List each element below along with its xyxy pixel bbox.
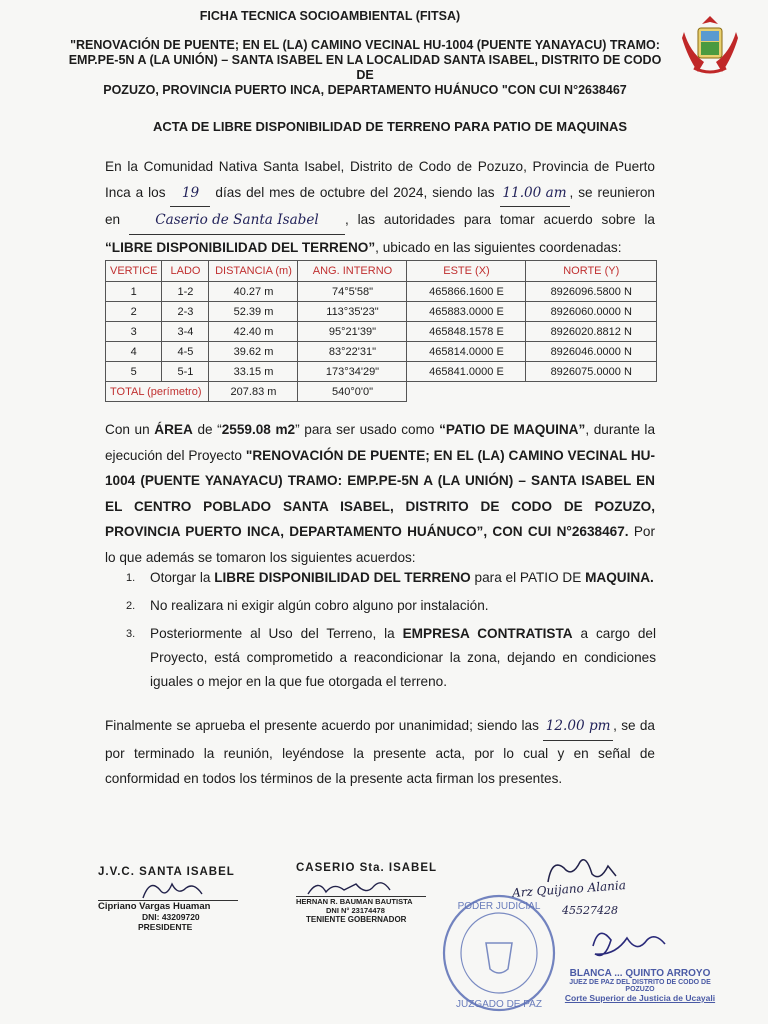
cell-este: 465814.0000 E [407,342,526,362]
header-este: ESTE (X) [407,261,526,282]
cell-este: 465866.1600 E [407,282,526,302]
signer-dni: DNI: 43209720 [142,912,200,922]
closing-text-1: Finalmente se aprueba el presente acuerdo por unanimidad; siendo las [105,718,544,733]
cell-lado: 1-2 [162,282,209,302]
cell-angulo: 74°5'58" [298,282,407,302]
header-distancia: DISTANCIA (m) [209,261,298,282]
signer-dni: DNI N° 23174478 [326,906,385,915]
stamp-bottom-text: JUZGADO DE PAZ [456,999,542,1010]
cell-norte: 8926060.0000 N [526,302,657,322]
cell-distancia: 42.40 m [209,322,298,342]
closing-paragraph [105,713,655,792]
handwritten-dni: 45527428 [562,904,618,917]
closing-time-field: 12.00 pm [543,714,613,741]
agreements-list [126,566,656,698]
intro-text-1: En la Comunidad Nativa Santa Isabel, Distrito de Codo de Pozuzo, Provincia de Puerto Inca a los [105,159,655,200]
signature-scribble-icon [138,876,208,906]
table-header-row [106,261,657,282]
header-vertice: VERTICE [106,261,162,282]
project-line-3: POZUZO, PROVINCIA PUERTO INCA, DEPARTAMENTO HUÁNUCO "CON CUI N°2638467 [103,83,627,97]
total-label: TOTAL (perímetro) [106,382,209,402]
stamp-top-text: PODER JUDICIAL [457,901,541,912]
signer-name: HERNAN R. BAUMAN BAUTISTA [296,897,413,906]
area-text-2: de “ [192,422,222,437]
cell-lado: 4-5 [162,342,209,362]
cell-distancia: 39.62 m [209,342,298,362]
project-line-2: EMP.PE-5N A (LA UNIÓN) – SANTA ISABEL EN LA LOCALIDAD SANTA ISABEL, DISTRITO DE CODO DE [68,53,662,82]
cell-norte: 8926075.0000 N [526,362,657,382]
item-text: Otorgar la [150,570,215,585]
area-use: “PATIO DE MAQUINA” [439,422,586,437]
project-heading [60,38,670,98]
signature-scribble-icon [304,874,394,902]
intro-bold: “LIBRE DISPONIBILIDAD DEL TERRENO” [105,239,376,255]
item-bold: MAQUINA. [585,570,654,585]
area-paragraph [105,417,655,570]
area-text-5: Por lo que además se tomaron los siguientes acuerdos: [105,524,655,565]
item-number: 1. [126,572,136,584]
intro-paragraph [105,154,655,260]
judge-name: BLANCA ... QUINTO ARROYO [569,968,711,979]
signature-scribble-icon [585,926,675,966]
handwritten-name: Arz Quijano Alania [511,878,627,900]
intro-text-3: , se reunieron en [105,184,655,227]
cell-este: 465848.1578 E [407,322,526,342]
area-word: ÁREA [154,422,193,437]
cell-vertice: 3 [106,322,162,342]
table-row [106,362,657,382]
table-total-row [106,382,657,402]
list-item [126,622,656,694]
signer-role: TENIENTE GOBERNADOR [306,915,407,924]
intro-text-5: , ubicado en las siguientes coordenadas: [375,239,622,255]
cell-vertice: 2 [106,302,162,322]
item-number: 3. [126,628,136,640]
area-text-1: Con un [105,422,155,437]
intro-text-2: días del mes de octubre del 2024, siendo las [210,184,500,200]
item-bold: EMPRESA CONTRATISTA [402,626,573,641]
item-text: Posteriormente al Uso del Terreno, la [150,626,403,641]
act-title: ACTA DE LIBRE DISPONIBILIDAD DE TERRENO PARA PATIO DE MAQUINAS [152,119,628,134]
table-row [106,342,657,362]
header-norte: NORTE (Y) [526,261,657,282]
signature-block-caserio [296,862,456,924]
area-value: 2559.08 m2 [221,422,296,437]
document-title: FICHA TECNICA SOCIOAMBIENTAL (FITSA) [199,9,461,23]
meeting-place-field: Caserio de Santa Isabel [129,208,345,235]
cell-angulo: 95°21'39" [298,322,407,342]
item-number: 2. [126,600,136,612]
signature-title: CASERIO Sta. ISABEL [296,862,438,874]
table-row [106,302,657,322]
signature-title: J.V.C. SANTA ISABEL [98,866,235,878]
item-text: para el PATIO DE [470,570,586,585]
intro-text-4: , las autoridades para tomar acuerdo sobre la [345,212,655,227]
signature-block-judge [555,930,725,1003]
judge-role: JUEZ DE PAZ DEL DISTRITO DE CODO DE POZUZO [569,979,711,993]
coordinates-table [105,260,657,402]
cell-distancia: 52.39 m [209,302,298,322]
total-distance: 207.83 m [209,382,298,402]
total-angle: 540°0'0" [298,382,407,402]
cell-norte: 8926020.8812 N [526,322,657,342]
list-item [126,594,656,618]
signer-role: PRESIDENTE [138,922,193,932]
day-field: 19 [170,181,210,208]
signer-name: Cipriano Vargas Huaman [98,901,211,912]
cell-norte: 8926096.5800 N [526,282,657,302]
municipal-seal-icon [680,12,740,78]
meeting-time-field: 11.00 am [500,181,570,208]
judicial-stamp-icon [440,893,558,1013]
cell-distancia: 40.27 m [209,282,298,302]
table-row [106,282,657,302]
item-text: No realizara ni exigir algún cobro alguno por instalación. [150,598,489,613]
cell-norte: 8926046.0000 N [526,342,657,362]
header-angulo: ANG. INTERNO [298,261,407,282]
item-text: a cargo del Proyecto, está comprometido a reacondicionar la zona, dejando en condiciones iguales o mejor en la que fue otorgada el terreno. [150,626,656,689]
cell-lado: 3-4 [162,322,209,342]
cell-este: 465841.0000 E [407,362,526,382]
cell-vertice: 4 [106,342,162,362]
cell-angulo: 83°22'31" [298,342,407,362]
header-lado: LADO [162,261,209,282]
item-bold: LIBRE DISPONIBILIDAD DEL TERRENO [214,570,471,585]
project-line-1: "RENOVACIÓN DE PUENTE; EN EL (LA) CAMINO VECINAL HU-1004 (PUENTE YANAYACU) TRAMO: [70,38,660,52]
area-text-3: ” para ser usado como [295,422,440,437]
area-project: "RENOVACIÓN DE PUENTE; EN EL (LA) CAMINO VECINAL HU-1004 (PUENTE YANAYACU) TRAMO: EMP.PE-5N A (LA UNIÓN) – SANTA ISABEL EN EL CENTRO POBLADO SANTA ISABEL, DISTRITO DE CODO DE POZUZO, PROVINCIA PUERTO INCA, DEPARTAMENTO HUÁNUCO”, CON CUI N°2638467. [105,447,655,539]
cell-angulo: 113°35'23" [298,302,407,322]
cell-angulo: 173°34'29" [298,362,407,382]
table-row [106,322,657,342]
cell-lado: 5-1 [162,362,209,382]
judge-court: Corte Superior de Justicia de Ucayali [564,993,716,1003]
list-item [126,566,656,590]
cell-este: 465883.0000 E [407,302,526,322]
signature-block-jvc [98,866,248,932]
cell-lado: 2-3 [162,302,209,322]
cell-distancia: 33.15 m [209,362,298,382]
cell-vertice: 5 [106,362,162,382]
area-text-4: , durante la ejecución del Proyecto [105,422,656,463]
closing-text-2: , se da por terminado la reunión, leyéndose la presente acta, por lo cual y en señal de conformidad en todos los términos de la presente acta firman los presentes. [105,718,655,786]
cell-vertice: 1 [106,282,162,302]
